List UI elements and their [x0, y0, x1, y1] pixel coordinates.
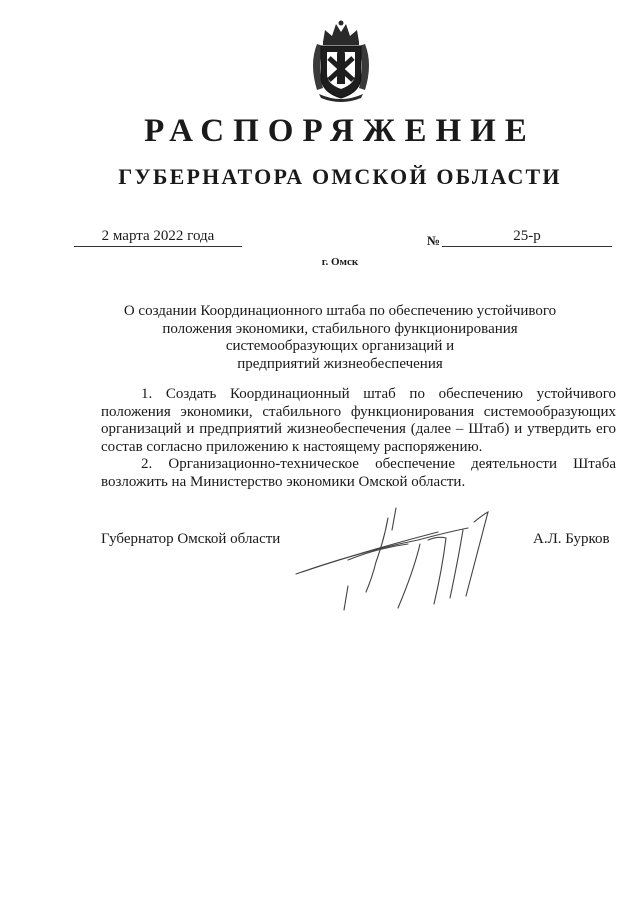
signatory-position: Губернатор Омской области: [101, 531, 281, 547]
number-sign: №: [427, 233, 441, 248]
subject-line: предприятий жизнеобеспечения: [237, 355, 443, 372]
signatory-name: А.Л. Бурков: [533, 531, 610, 547]
document-date: 2 марта 2022 года: [74, 228, 242, 247]
handwritten-signature-icon: [288, 500, 548, 620]
document-title: РАСПОРЯЖЕНИЕ: [144, 113, 536, 149]
subject-line: положения экономики, стабильного функционирования: [162, 320, 518, 337]
document-subject: [100, 303, 580, 373]
omsk-region-coat-of-arms-icon: [305, 18, 377, 102]
document-issuer: ГУБЕРНАТОРА ОМСКОЙ ОБЛАСТИ: [118, 164, 562, 189]
subject-line: О создании Координационного штаба по обеспечению устойчивого: [123, 303, 557, 319]
document-number: 25-р: [442, 228, 612, 247]
subject-line: системообразующих организаций и: [225, 338, 455, 355]
body-paragraph-2: 2. Организационно-техническое обеспечение деятельности Штаба возложить на Министерство экономики Омской области.: [101, 456, 616, 490]
document-body: [101, 386, 616, 492]
document-city: г. Омск: [321, 256, 359, 268]
body-paragraph-1: 1. Создать Координационный штаб по обеспечению устойчивого положения экономики, стабильного функционирования системообразующих организаций и предприятий жизнеобеспечения (далее – Штаб) и утвердить его состав согласно приложению к настоящему распоряжению.: [101, 386, 616, 455]
